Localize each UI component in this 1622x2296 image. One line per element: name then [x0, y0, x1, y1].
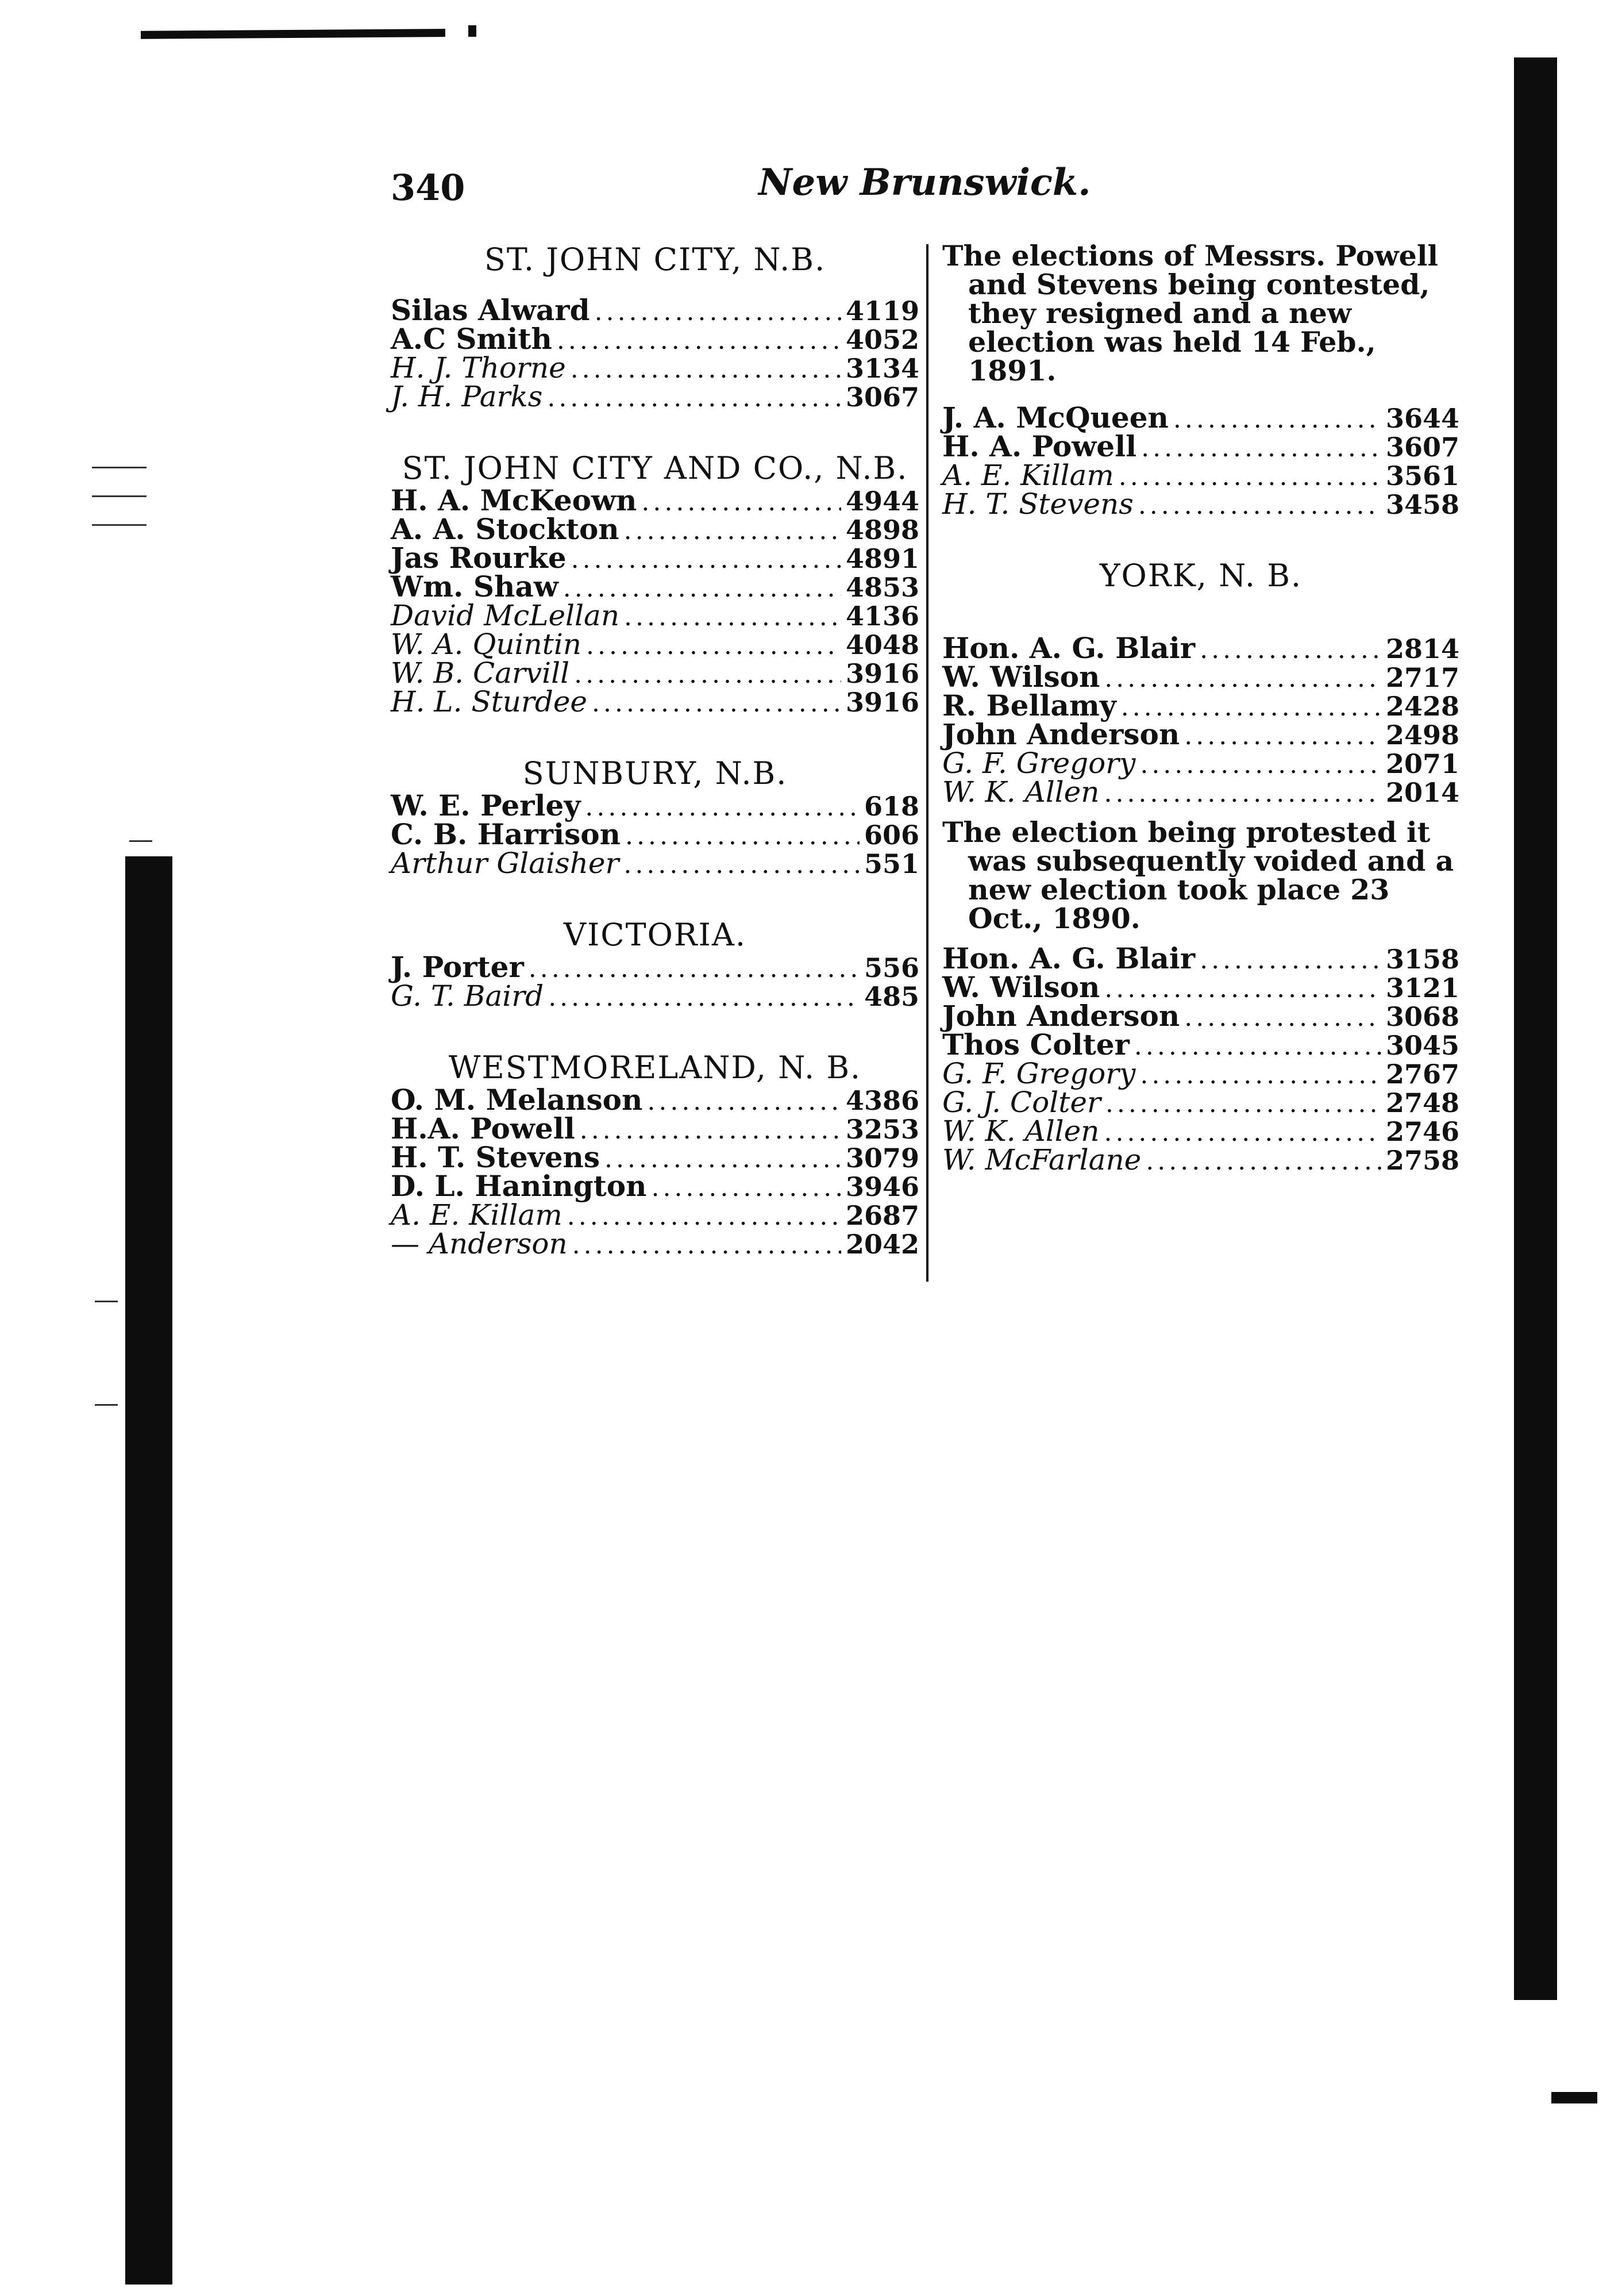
- dot-leader: [651, 1174, 841, 1202]
- vote-count: 3045: [1385, 1030, 1459, 1061]
- results-westmoreland: [391, 1083, 919, 1260]
- result-row: [391, 541, 919, 575]
- result-row: [942, 403, 1459, 432]
- vote-count: 3607: [1385, 432, 1459, 463]
- vote-count: 3068: [1385, 1001, 1459, 1032]
- column-divider: [926, 244, 928, 1282]
- result-row: [391, 979, 919, 1013]
- result-row: [942, 941, 1459, 975]
- vote-count: 2687: [845, 1200, 919, 1231]
- candidate-name: C. B. Harrison: [391, 817, 621, 851]
- dot-leader: [580, 1116, 841, 1145]
- candidate-name: H.A. Powell: [391, 1112, 575, 1145]
- vote-count: 2746: [1385, 1116, 1459, 1147]
- dot-leader: [548, 983, 860, 1012]
- candidate-name: G. F. Gregory: [942, 1057, 1136, 1090]
- dot-leader: [574, 660, 841, 689]
- dot-leader: [1200, 636, 1381, 664]
- dot-leader: [529, 955, 860, 983]
- candidate-name: H. J. Thorne: [391, 351, 566, 384]
- running-title: New Brunswick.: [758, 161, 1091, 204]
- dot-leader: [592, 689, 841, 718]
- result-row: [391, 512, 919, 546]
- result-row: [391, 1083, 919, 1117]
- candidate-name: R. Bellamy: [942, 689, 1116, 722]
- candidate-name: J. A. McQueen: [942, 401, 1169, 434]
- result-row: [942, 999, 1459, 1033]
- result-row: [391, 1114, 919, 1143]
- candidate-name: A. A. Stockton: [391, 512, 619, 546]
- dot-leader: [647, 1087, 841, 1116]
- dot-leader: [585, 793, 860, 822]
- result-row: [942, 1028, 1459, 1062]
- scan-artifact-mark: [92, 467, 147, 468]
- candidate-name: J. H. Parks: [391, 380, 543, 413]
- page-number: 340: [391, 167, 465, 209]
- result-row: [942, 775, 1459, 809]
- candidate-name: A.C Smith: [391, 322, 552, 356]
- vote-count: 4052: [845, 324, 919, 355]
- result-row: [942, 970, 1459, 1004]
- vote-count: 4386: [845, 1085, 919, 1116]
- result-row: [391, 791, 919, 820]
- vote-count: 3079: [845, 1143, 919, 1174]
- candidate-name: John Anderson: [942, 717, 1180, 751]
- vote-count: 4136: [845, 601, 919, 632]
- candidate-name: Hon. A. G. Blair: [942, 631, 1196, 665]
- dot-leader: [557, 326, 841, 355]
- candidate-name: W. K. Allen: [942, 775, 1100, 809]
- result-row: [391, 1169, 919, 1203]
- result-row: [942, 1145, 1459, 1174]
- dot-leader: [547, 384, 841, 413]
- scan-artifact-mark: [129, 840, 152, 842]
- vote-count: 551: [864, 848, 919, 879]
- result-row: [942, 631, 1459, 665]
- vote-count: 2717: [1385, 662, 1459, 693]
- result-row: [391, 483, 919, 517]
- scan-artifact-right-bar: [1514, 57, 1557, 2000]
- result-row: [942, 1114, 1459, 1148]
- candidate-name: A. E. Killam: [942, 459, 1114, 492]
- dot-leader: [625, 822, 860, 851]
- vote-count: 3561: [1385, 460, 1459, 491]
- candidate-name: H. A. Powell: [942, 429, 1137, 463]
- dot-leader: [567, 1202, 841, 1231]
- dot-leader: [586, 632, 841, 660]
- right-column: [942, 241, 1459, 1174]
- candidate-name: Hon. A. G. Blair: [942, 941, 1196, 975]
- candidate-name: H. T. Stevens: [942, 487, 1134, 521]
- candidate-name: Wm. Shaw: [391, 570, 558, 603]
- vote-count: 3458: [1385, 489, 1459, 520]
- dot-leader: [1104, 664, 1381, 693]
- dot-leader: [1104, 779, 1381, 808]
- vote-count: 3121: [1385, 972, 1459, 1003]
- candidate-name: W. Wilson: [942, 970, 1100, 1004]
- result-row: [391, 322, 919, 356]
- result-row: [391, 1140, 919, 1174]
- result-row: [942, 749, 1459, 778]
- candidate-name: A. E. Killam: [391, 1198, 563, 1232]
- dot-leader: [1184, 722, 1381, 751]
- vote-count: 4944: [845, 486, 919, 517]
- scan-artifact-top-dot: [468, 25, 476, 37]
- vote-count: 606: [864, 820, 919, 851]
- candidate-name: W. A. Quintin: [391, 628, 582, 661]
- vote-count: 2014: [1385, 777, 1459, 808]
- vote-count: 3916: [845, 687, 919, 718]
- vote-count: 2428: [1385, 691, 1459, 722]
- candidate-name: W. B. Carvill: [391, 656, 570, 690]
- candidate-name: H. A. McKeown: [391, 483, 637, 517]
- candidate-name: David McLellan: [391, 599, 620, 632]
- results-st-john-city: [391, 293, 919, 413]
- dot-leader: [1104, 1118, 1381, 1147]
- candidate-name: John Anderson: [942, 999, 1180, 1033]
- candidate-name: Arthur Glaisher: [391, 847, 619, 880]
- candidate-name: W. E. Perley: [391, 789, 581, 822]
- result-row: [942, 660, 1459, 694]
- vote-count: 3916: [845, 658, 919, 689]
- result-row: [942, 691, 1459, 720]
- result-row: [391, 1198, 919, 1232]
- candidate-name: Silas Alward: [391, 293, 590, 327]
- result-row: [391, 950, 919, 984]
- dot-leader: [1140, 751, 1381, 779]
- candidate-name: Thos Colter: [942, 1028, 1130, 1062]
- scan-artifact-mark: [95, 1404, 118, 1406]
- vote-count: 485: [864, 981, 919, 1012]
- result-row: [942, 487, 1459, 521]
- result-row: [942, 717, 1459, 751]
- vote-count: 3253: [845, 1114, 919, 1145]
- scan-artifact-mark: [95, 1301, 118, 1302]
- vote-count: 2758: [1385, 1145, 1459, 1176]
- dot-leader: [571, 355, 841, 384]
- vote-count: 2498: [1385, 720, 1459, 751]
- result-row: [391, 601, 919, 630]
- section-heading-st-john-city-and-co: ST. JOHN CITY AND CO., N.B.: [402, 450, 908, 486]
- dot-leader: [1141, 434, 1381, 463]
- vote-count: 3067: [845, 382, 919, 413]
- westmoreland-contest-note: The elections of Messrs. Powell and Stevens being contested, they resigned and a new election was held 14 Feb., 1891.: [942, 239, 1439, 387]
- vote-count: 2748: [1385, 1087, 1459, 1118]
- dot-leader: [1184, 1003, 1381, 1032]
- section-heading-sunbury: SUNBURY, N.B.: [522, 755, 788, 791]
- dot-leader: [1146, 1147, 1381, 1176]
- results-sunbury: [391, 791, 919, 878]
- dot-leader: [595, 298, 841, 326]
- dot-leader: [641, 488, 841, 517]
- dot-leader: [624, 603, 841, 632]
- scan-artifact-mark: [92, 524, 147, 526]
- vote-count: 3946: [845, 1171, 919, 1202]
- candidate-name: W. Wilson: [942, 660, 1100, 694]
- vote-count: 2071: [1385, 748, 1459, 779]
- candidate-name: G. T. Baird: [391, 979, 544, 1013]
- candidate-name: J. Porter: [391, 950, 524, 984]
- scan-artifact-mark: [92, 495, 147, 497]
- result-row: [391, 687, 919, 716]
- section-heading-victoria: VICTORIA.: [563, 917, 747, 953]
- result-row: [391, 1229, 919, 1258]
- candidate-name: Jas Rourke: [391, 541, 567, 575]
- vote-count: 618: [864, 791, 919, 822]
- vote-count: 2767: [1385, 1059, 1459, 1090]
- result-row: [391, 293, 919, 327]
- scan-artifact-left-bar: [125, 856, 172, 2285]
- dot-leader: [571, 545, 841, 574]
- candidate-name: W. K. Allen: [942, 1114, 1100, 1148]
- candidate-name: D. L. Hanington: [391, 1169, 647, 1203]
- result-row: [391, 849, 919, 878]
- results-victoria: [391, 950, 919, 1013]
- candidate-name: H. L. Sturdee: [391, 685, 588, 718]
- result-row: [391, 817, 919, 851]
- result-row: [942, 429, 1459, 463]
- vote-count: 4891: [845, 543, 919, 574]
- vote-count: 3644: [1385, 403, 1459, 434]
- section-heading-westmoreland: WESTMORELAND, N. B.: [448, 1049, 862, 1086]
- candidate-name: O. M. Melanson: [391, 1083, 643, 1117]
- dot-leader: [572, 1231, 841, 1260]
- candidate-name: H. T. Stevens: [391, 1140, 600, 1174]
- vote-count: 4048: [845, 629, 919, 660]
- vote-count: 2042: [845, 1229, 919, 1260]
- result-row: [391, 353, 919, 382]
- dot-leader: [1138, 491, 1381, 520]
- scan-artifact-right-dash: [1551, 2092, 1597, 2103]
- candidate-name: — Anderson: [391, 1227, 568, 1260]
- dot-leader: [1119, 463, 1381, 491]
- dot-leader: [1140, 1061, 1381, 1090]
- result-row: [391, 382, 919, 411]
- vote-count: 4898: [845, 514, 919, 545]
- dot-leader: [1105, 1090, 1381, 1118]
- result-row: [942, 461, 1459, 490]
- result-row: [391, 572, 919, 601]
- dot-leader: [1134, 1032, 1381, 1061]
- vote-count: 3158: [1385, 944, 1459, 975]
- dot-leader: [624, 517, 841, 545]
- result-row: [942, 1059, 1459, 1088]
- results-st-john-city-and-co: [391, 483, 919, 718]
- vote-count: 4119: [845, 295, 919, 326]
- results-york-new-election: [942, 941, 1459, 1176]
- results-westmoreland-new-election: [942, 401, 1459, 521]
- result-row: [391, 630, 919, 659]
- scan-artifact-top-line: [141, 29, 445, 39]
- york-protest-note: The election being protested it was subsequently voided and a new election took place 23 Oct., 1890.: [942, 816, 1454, 935]
- section-heading-st-john-city: ST. JOHN CITY, N.B.: [484, 241, 826, 278]
- vote-count: 3134: [845, 353, 919, 384]
- section-heading-york: YORK, N. B.: [1099, 557, 1303, 594]
- result-row: [942, 1088, 1459, 1117]
- vote-count: 556: [864, 952, 919, 983]
- candidate-name: G. F. Gregory: [942, 747, 1136, 780]
- dot-leader: [623, 851, 860, 879]
- candidate-name: G. J. Colter: [942, 1086, 1101, 1119]
- vote-count: 4853: [845, 572, 919, 603]
- dot-leader: [1173, 405, 1381, 434]
- dot-leader: [1200, 946, 1381, 975]
- result-row: [391, 656, 919, 690]
- left-column: [391, 241, 919, 1258]
- candidate-name: W. McFarlane: [942, 1143, 1142, 1176]
- results-york: [942, 631, 1459, 809]
- vote-count: 2814: [1385, 633, 1459, 664]
